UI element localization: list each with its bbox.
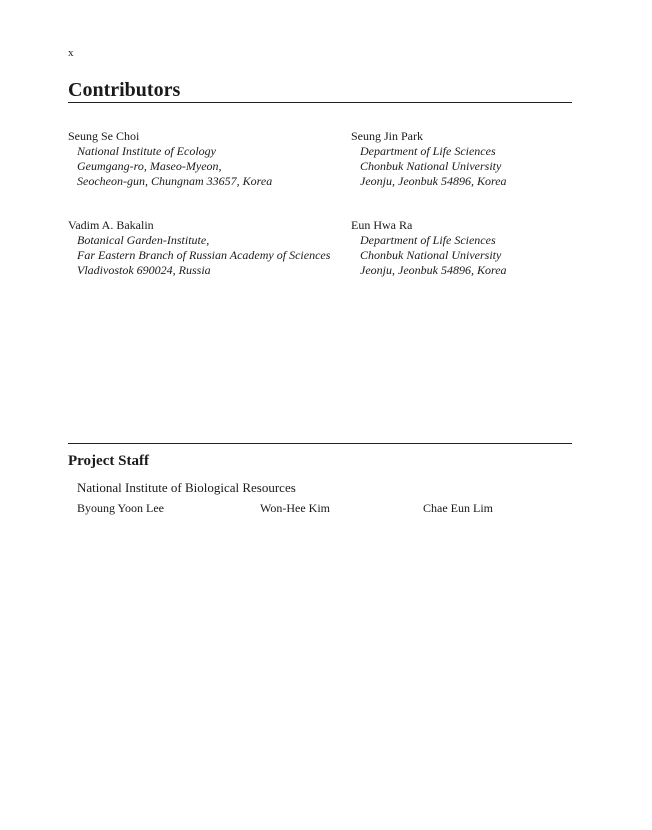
contributor-entry (68, 218, 330, 278)
contributor-affiliation-line: Jeonju, Jeonbuk 54896, Korea (360, 263, 507, 277)
contributor-affiliation-line: Chonbuk National University (360, 248, 502, 262)
contributor-affiliation-line: Jeonju, Jeonbuk 54896, Korea (360, 174, 507, 188)
contributor-affiliation-line: Vladivostok 690024, Russia (77, 263, 211, 277)
contributor-name: Vadim A. Bakalin (68, 218, 154, 232)
contributor-affiliation-line: Seocheon-gun, Chungnam 33657, Korea (77, 174, 273, 188)
contributor-name: Seung Jin Park (351, 129, 423, 143)
contributor-name: Eun Hwa Ra (351, 218, 413, 232)
contributor-affiliation-line: Botanical Garden-Institute, (77, 233, 210, 247)
page-title: Contributors (68, 79, 181, 101)
contributor-affiliation-line: Far Eastern Branch of Russian Academy of Sciences (77, 248, 331, 262)
contributor-affiliation-line: Department of Life Sciences (360, 144, 496, 158)
title-divider (68, 102, 572, 103)
contributor-affiliation-line: National Institute of Ecology (77, 144, 216, 158)
contributor-affiliation-line: Chonbuk National University (360, 159, 502, 173)
project-staff-heading: Project Staff (68, 453, 149, 469)
project-staff-organization: National Institute of Biological Resources (77, 480, 296, 495)
contributor-affiliation-line: Geumgang-ro, Maseo-Myeon, (77, 159, 222, 173)
section-divider (68, 443, 572, 444)
staff-member: Chae Eun Lim (423, 501, 493, 515)
contributor-entry (68, 129, 272, 189)
page-number: x (68, 47, 74, 59)
staff-member: Byoung Yoon Lee (77, 501, 165, 515)
contributor-name: Seung Se Choi (68, 129, 140, 143)
staff-member: Won-Hee Kim (260, 501, 331, 515)
contributor-entry (351, 129, 507, 189)
contributor-entry (351, 218, 507, 278)
contributor-affiliation-line: Department of Life Sciences (360, 233, 496, 247)
